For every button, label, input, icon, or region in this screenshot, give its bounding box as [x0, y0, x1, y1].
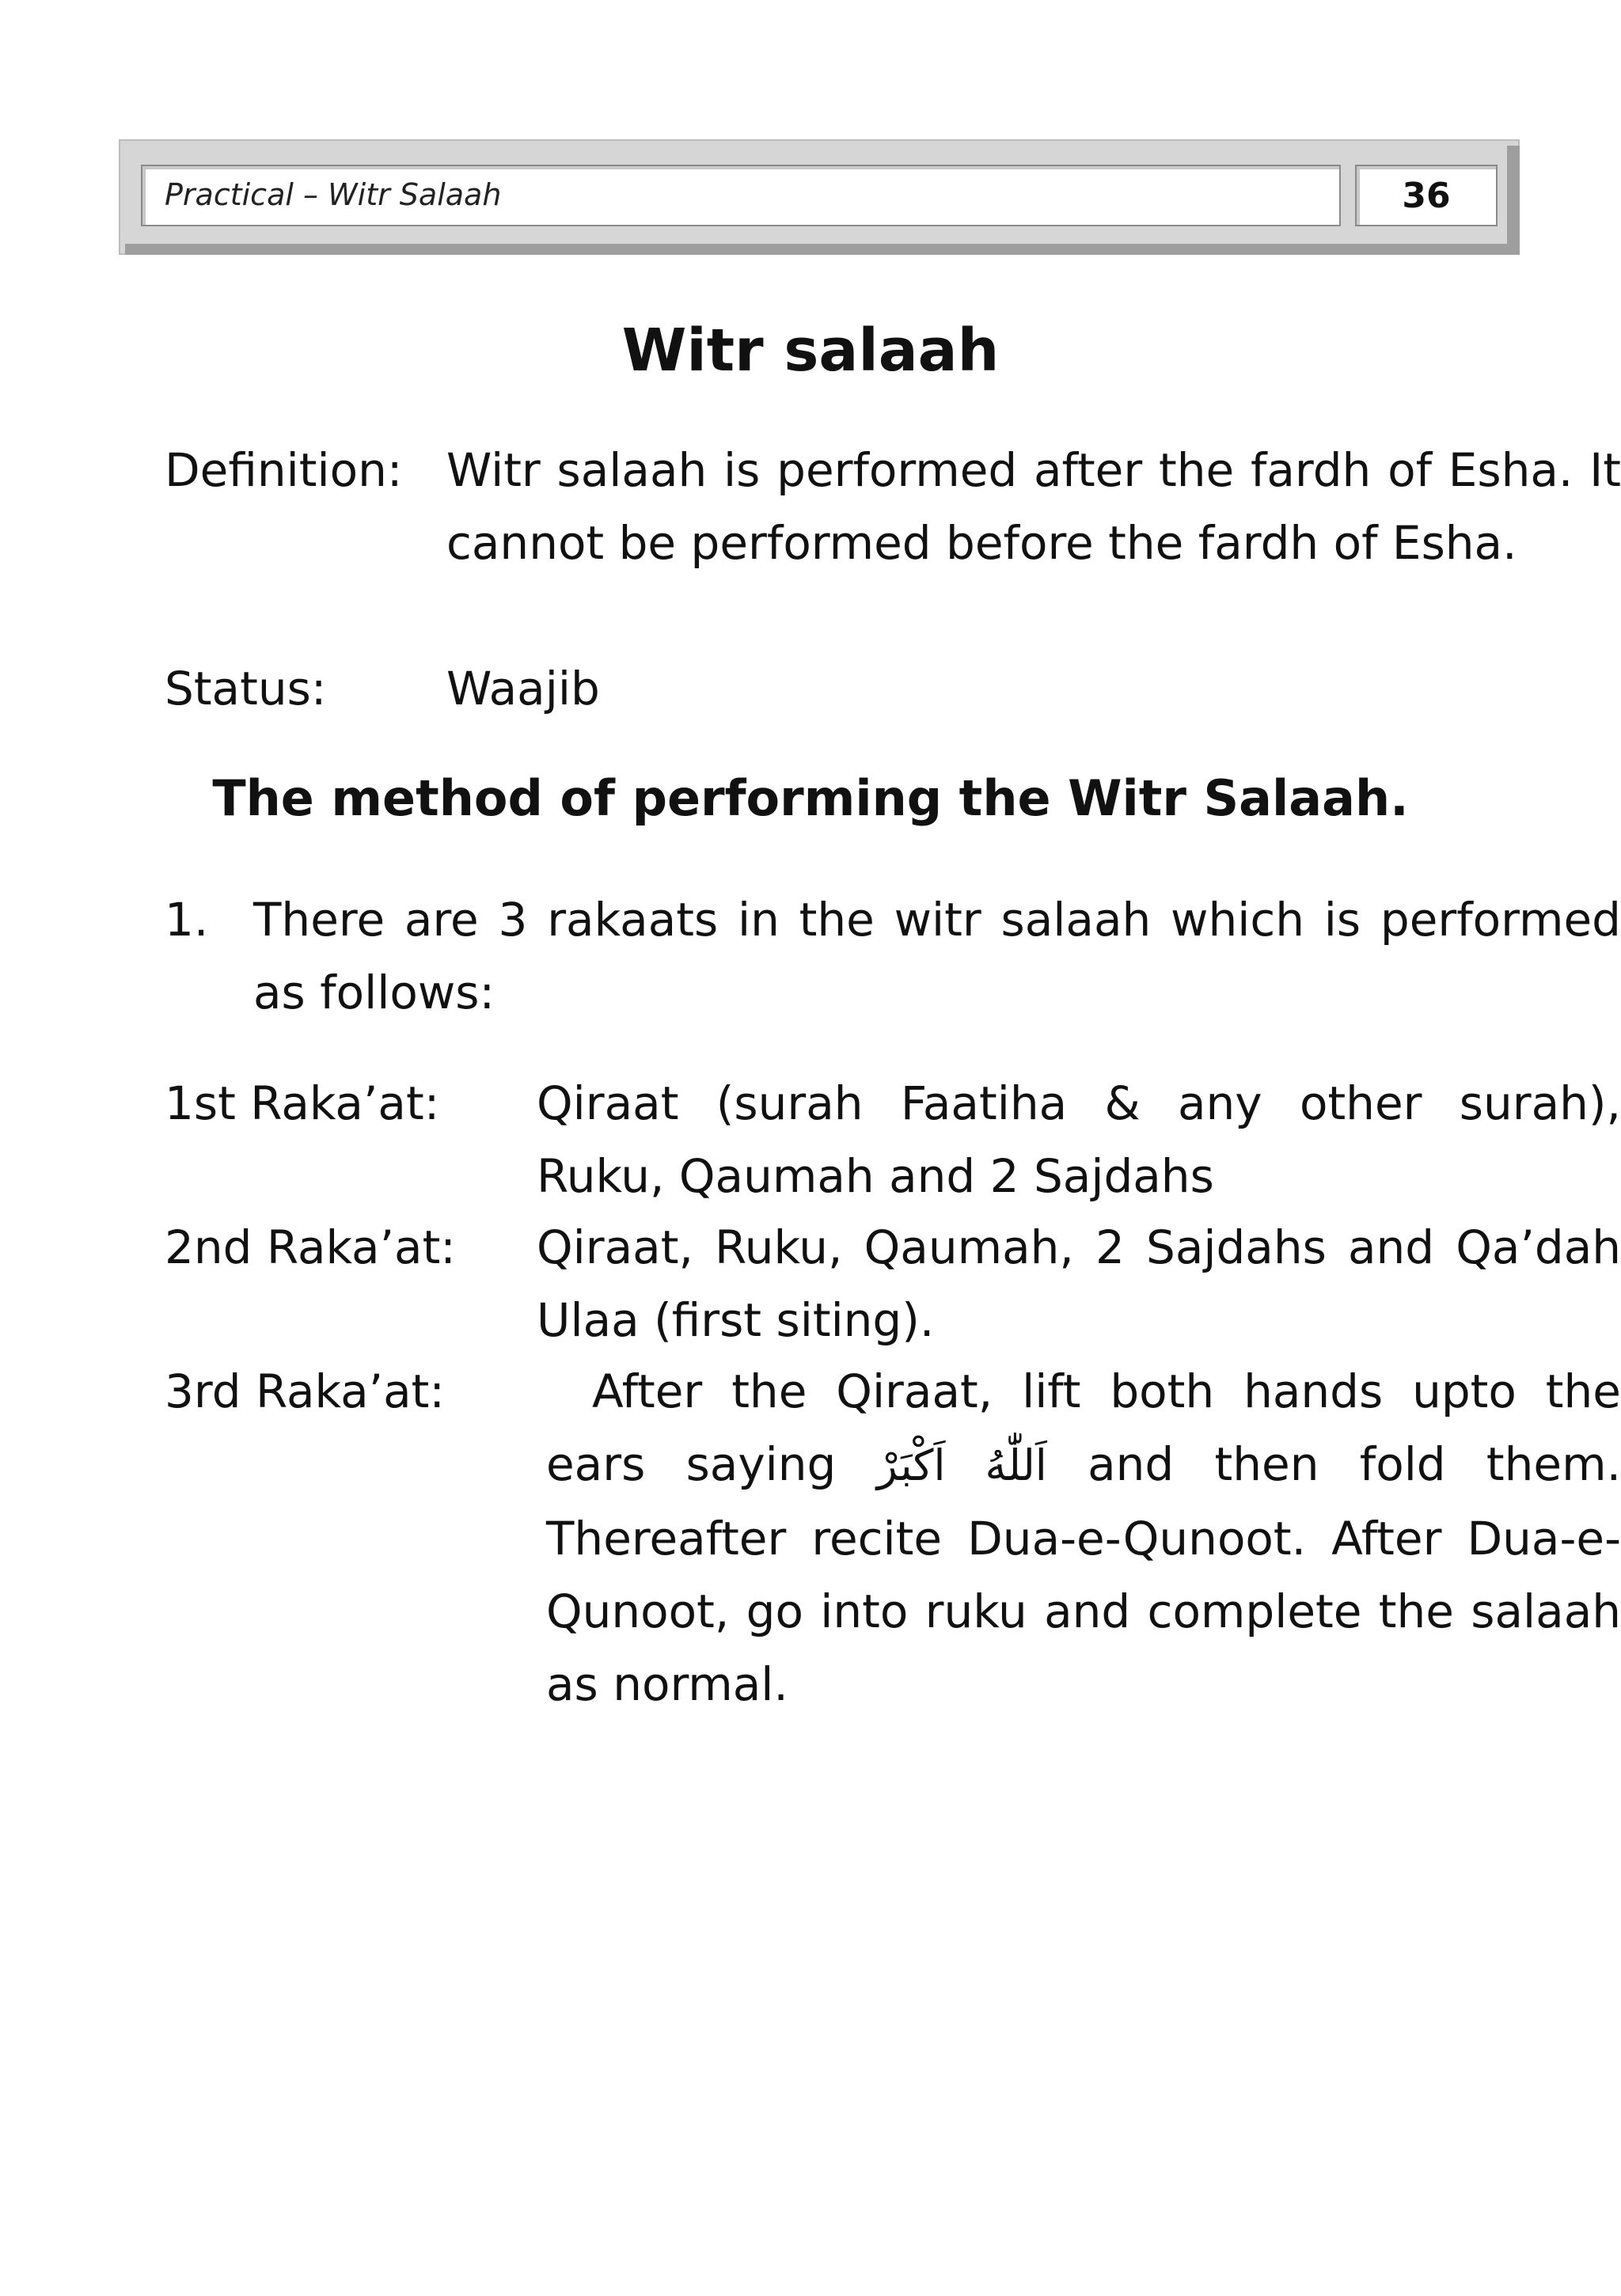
- status-label: Status:: [165, 662, 327, 715]
- status-value: Waajib: [446, 662, 600, 715]
- status-block: [165, 652, 1463, 728]
- definition-label: Definition:: [165, 443, 403, 497]
- rakaat-1-text: Qiraat (surah Faatiha & any other surah), Ruku, Qaumah and 2 Sajdahs: [537, 1076, 1621, 1203]
- rakaat-1-label: 1st Raka’at:: [165, 1076, 440, 1130]
- rakaat-2-text: Qiraat, Ruku, Qaumah, 2 Sajdahs and Qa’dah Ulaa (first siting).: [537, 1220, 1621, 1347]
- definition-text: Witr salaah is performed after the fardh of Esha. It cannot be performed before the fardh of Esha.: [446, 443, 1621, 570]
- header-title-box: [141, 165, 1341, 226]
- header-shadow: [125, 244, 1520, 255]
- header-title: Practical – Witr Salaah: [165, 177, 502, 212]
- arabic-takbeer: اَللّٰهُ اَكْبَرْ: [876, 1440, 1047, 1490]
- page-number: 36: [1402, 176, 1451, 216]
- header-shadow: [1507, 146, 1520, 252]
- rakaat-2: [165, 1211, 1621, 1361]
- rakaat-3-text-after: and then fold them. Thereafter recite Dua-e-Qunoot. After Dua-e-Qunoot, go into ruku and complete the salaah as normal.: [546, 1437, 1621, 1711]
- page-number-box: [1355, 165, 1498, 226]
- definition-block: [165, 434, 1621, 655]
- list-item-number: 1.: [165, 893, 209, 947]
- rakaat-3-label: 3rd Raka’at:: [165, 1364, 445, 1418]
- list-item: [165, 883, 1621, 1034]
- rakaat-2-label: 2nd Raka’at:: [165, 1220, 456, 1274]
- rakaat-3: [165, 1355, 1621, 1798]
- page-title: Witr salaah: [621, 317, 1000, 385]
- rakaat-3-text: [546, 1355, 1621, 1721]
- section-title: The method of performing the Witr Salaah.: [212, 769, 1409, 827]
- running-header: [119, 139, 1520, 255]
- rakaat-1: [165, 1067, 1621, 1217]
- rakaat-3-text-before: After the Qiraat, lift both hands upto the ears saying: [546, 1364, 1621, 1491]
- list-item-text: There are 3 rakaats in the witr salaah which is performed as follows:: [253, 893, 1621, 1019]
